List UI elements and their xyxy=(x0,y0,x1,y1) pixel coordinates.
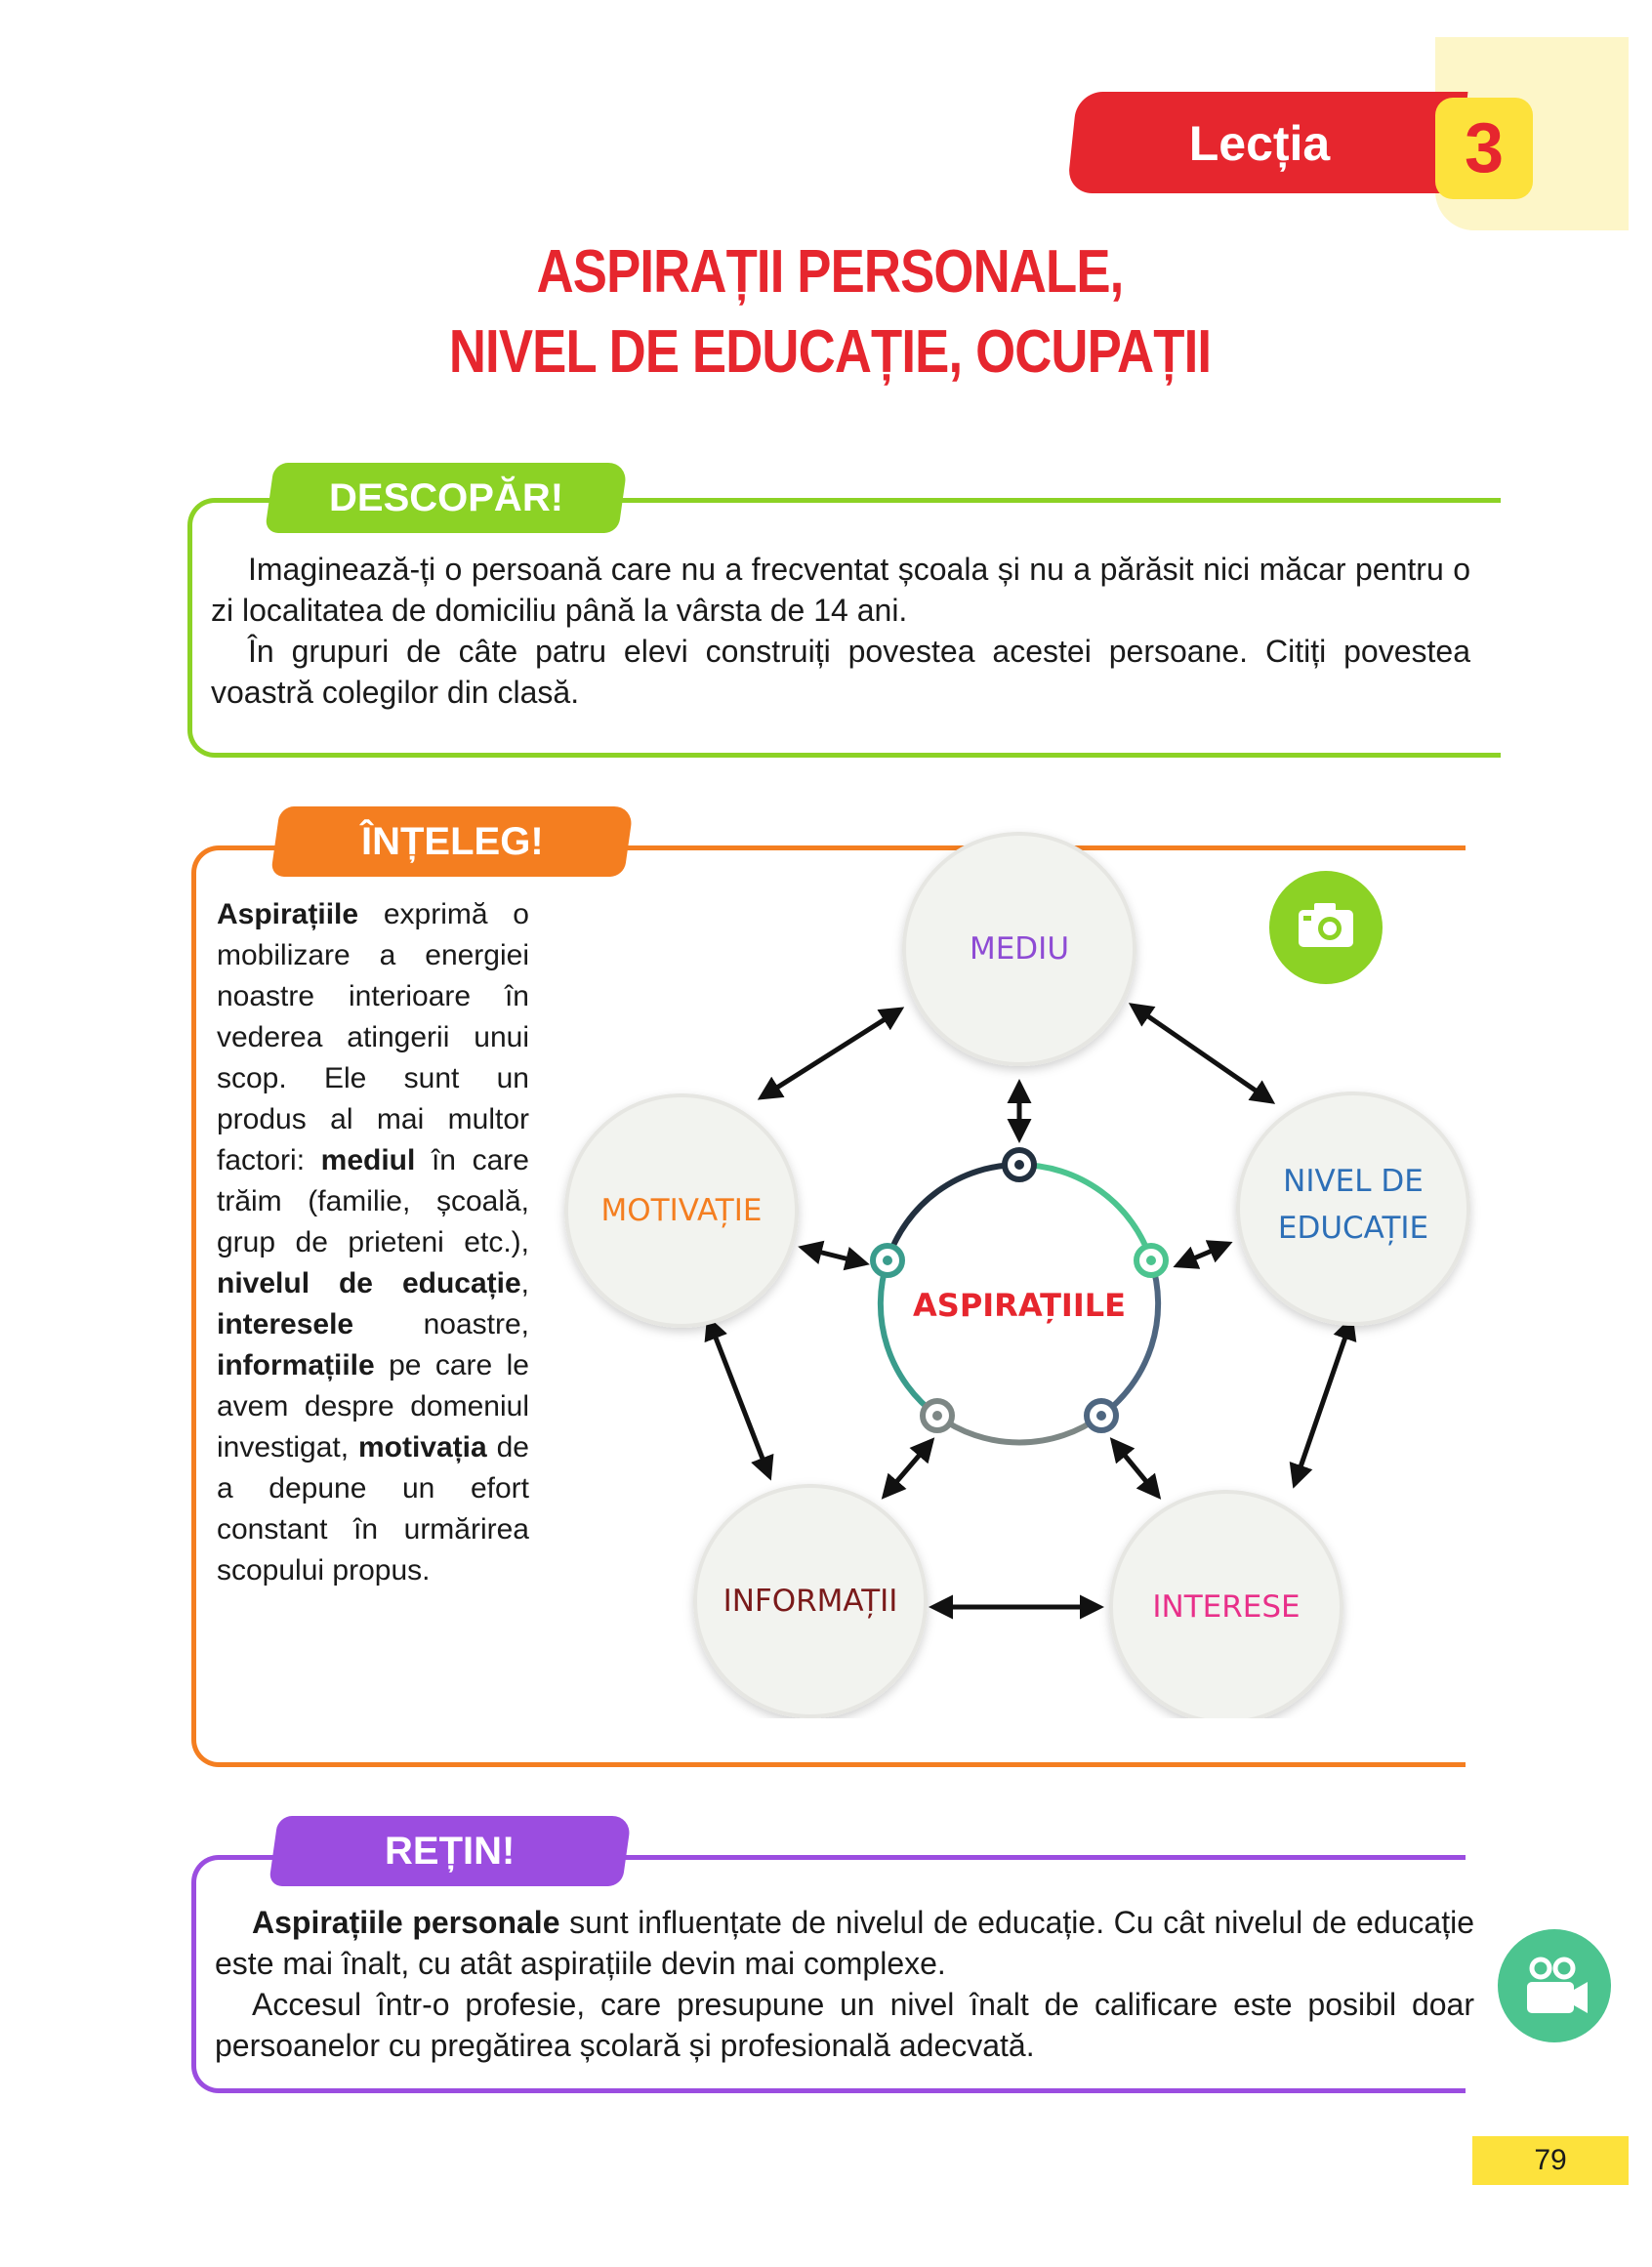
inteleg-text-part: pe care le avem despre domeniul investigat, xyxy=(217,1349,529,1463)
retin-tab-label: REȚIN! xyxy=(385,1830,516,1873)
term-informatiile: informațiile xyxy=(217,1349,375,1381)
label-center: ASPIRAȚIILE xyxy=(913,1287,1126,1324)
inteleg-text-part: exprimă o mobilizare a energiei noastre interioare în vederea atingerii unui scop. Ele sunt un produs al mai multor factori: xyxy=(217,898,529,1176)
label-informatii: INFORMAȚII xyxy=(723,1584,898,1619)
label-interese: INTERESE xyxy=(1152,1589,1301,1625)
label-motivatie: MOTIVAȚIE xyxy=(600,1193,763,1228)
arrow-interese-center xyxy=(1113,1441,1158,1496)
video-icon-graphic xyxy=(1498,1929,1611,2042)
descopar-paragraph-1: Imaginează-ți o persoană care nu a frecventat școala și nu a părăsit nici măcar pentru o zi localitatea de domiciliu până la vârsta de 14 ani. xyxy=(211,552,1470,628)
title-line-2: NIVEL DE EDUCAȚIE, OCUPAȚII xyxy=(448,318,1212,386)
inteleg-tab-label: ÎNȚELEG! xyxy=(360,820,544,863)
arrow-mediu-motivatie xyxy=(762,1010,900,1097)
descopar-tab xyxy=(265,463,628,533)
inteleg-text xyxy=(217,894,529,1591)
retin-p1-text: sunt influențate de nivelul de educație. Cu cât nivelul de educație este mai înalt, cu atât aspirațiile devin mai complexe. xyxy=(215,1905,1475,1981)
lesson-number: 3 xyxy=(1435,98,1533,199)
video-camera-icon[interactable] xyxy=(1498,1929,1611,2042)
term-aspiratiile-personale: Aspirațiile personale xyxy=(252,1905,560,1940)
term-motivatia: motivația xyxy=(357,1431,487,1463)
retin-text xyxy=(215,1902,1474,2066)
arrow-informatii-center xyxy=(885,1441,931,1496)
inteleg-text-part: , xyxy=(520,1267,529,1299)
circle-nivel xyxy=(1238,1093,1468,1324)
arrow-motivatie-informatii xyxy=(709,1320,769,1476)
term-aspiratiile: Aspirațiile xyxy=(217,898,359,930)
page-number: 79 xyxy=(1472,2136,1629,2185)
inteleg-text-part: în care trăim (familie, școală, grup de prieteni etc.), xyxy=(217,1144,529,1258)
arrow-motivatie-center xyxy=(803,1248,865,1263)
descopar-paragraph-2: În grupuri de câte patru elevi construiți povestea acestei persoane. Citiți povestea voastră colegilor din clasă. xyxy=(211,634,1470,710)
term-nivelul-de-educatie: nivelul de educație xyxy=(217,1267,521,1299)
inteleg-text-part: de a depune un efort constant în urmărirea scopului propus. xyxy=(217,1431,529,1587)
term-interesele: interesele xyxy=(217,1308,354,1340)
lesson-label: Lecția xyxy=(1188,116,1331,171)
label-nivel-1: NIVEL DE xyxy=(1283,1164,1424,1199)
descopar-tab-label: DESCOPĂR! xyxy=(328,476,564,519)
term-mediul: mediul xyxy=(320,1144,416,1176)
aspirations-diagram xyxy=(547,820,1484,1718)
retin-paragraph-2: Accesul într-o profesie, care presupune un nivel înalt de calificare este posibil doar persoanelor cu pregătirea școlară și profesională adecvată. xyxy=(215,1987,1474,2063)
inteleg-text-part: noastre, xyxy=(353,1308,529,1340)
retin-tab xyxy=(268,1816,632,1886)
title-line-1: ASPIRAȚII PERSONALE, xyxy=(536,238,1124,306)
page-title xyxy=(374,232,1287,392)
arrow-nivel-interese xyxy=(1295,1320,1351,1484)
retin-paragraph-1 xyxy=(215,1902,1474,1984)
descopar-text xyxy=(211,549,1470,713)
arrow-nivel-center xyxy=(1177,1244,1228,1265)
arrow-mediu-nivel xyxy=(1133,1006,1271,1101)
label-mediu: MEDIU xyxy=(969,931,1070,967)
label-nivel-2: EDUCAȚIE xyxy=(1277,1211,1429,1246)
